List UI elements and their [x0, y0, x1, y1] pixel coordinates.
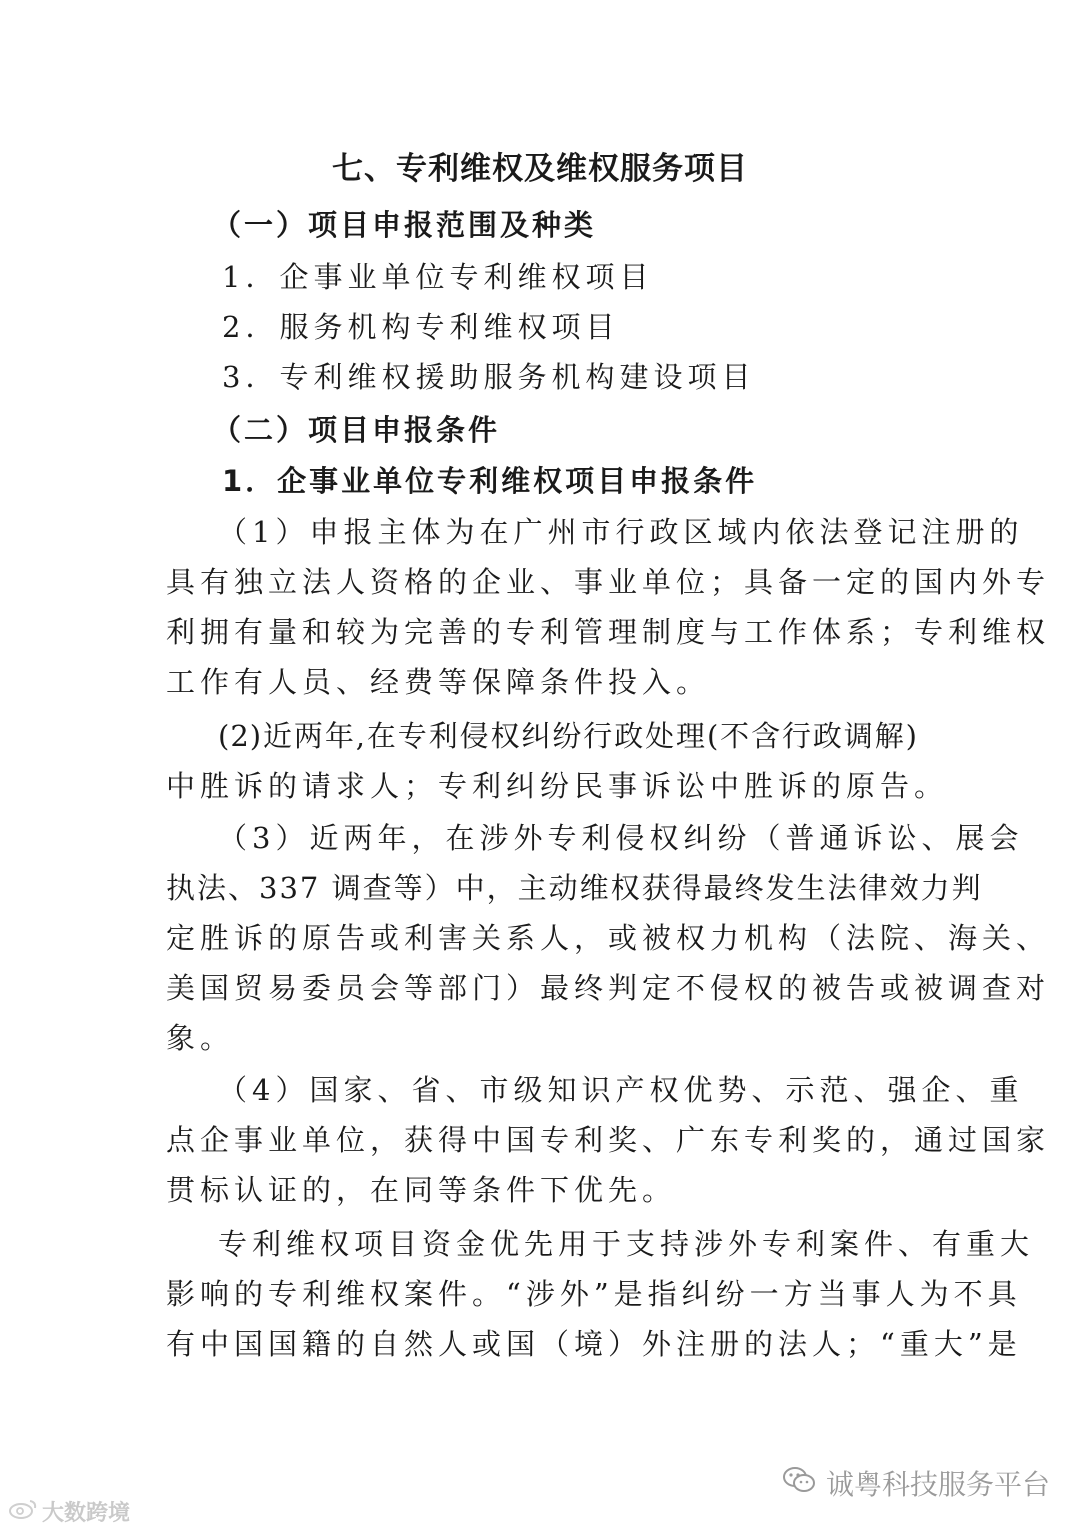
paragraph-line: （3）近两年，在涉外专利侵权纠纷（普通诉讼、展会 [218, 821, 1024, 855]
platform-name: 诚粤科技服务平台 [825, 1468, 1050, 1501]
paragraph-line: （1）申报主体为在广州市行政区域内依法登记注册的 [218, 515, 1024, 549]
subheading-enterprise-conditions: 1．企事业单位专利维权项目申报条件 [222, 464, 758, 498]
paragraph-line: 有中国国籍的自然人或国（境）外注册的法人；“重大”是 [166, 1327, 1022, 1361]
paragraph-line: 执法、337 调查等）中，主动维权获得最终发生法律效力判 [166, 871, 983, 905]
paragraph-line: 具有独立法人资格的企业、事业单位；具备一定的国内外专 [166, 565, 1051, 599]
section-heading-scope: （一）项目申报范围及种类 [212, 208, 597, 242]
list-item: 1．企事业单位专利维权项目 [222, 260, 654, 294]
wechat-icon [782, 1465, 816, 1502]
paragraph-line: 美国贸易委员会等部门）最终判定不侵权的被告或被调查对 [166, 971, 1051, 1005]
paragraph-line: 中胜诉的请求人；专利纠纷民事诉讼中胜诉的原告。 [166, 769, 949, 803]
paragraph-line: 工作有人员、经费等保障条件投入。 [166, 665, 711, 699]
weibo-account-name: 大数跨境 [42, 1501, 131, 1526]
paragraph-line: 点企事业单位，获得中国专利奖、广东专利奖的，通过国家 [166, 1123, 1051, 1157]
paragraph-line: 利拥有量和较为完善的专利管理制度与工作体系；专利维权 [166, 615, 1051, 649]
paragraph-line: (2)近两年,在专利侵权纠纷行政处理(不含行政调解) [218, 719, 918, 753]
list-item: 2．服务机构专利维权项目 [222, 310, 620, 344]
paragraph-line: 专利维权项目资金优先用于支持涉外专利案件、有重大 [218, 1227, 1035, 1261]
platform-watermark [782, 1463, 1050, 1503]
weibo-icon [8, 1498, 38, 1526]
weibo-watermark [8, 1496, 130, 1527]
paragraph-line: 贯标认证的，在同等条件下优先。 [166, 1173, 677, 1207]
page-title: 七、专利维权及维权服务项目 [332, 151, 748, 187]
section-heading-conditions: （二）项目申报条件 [212, 413, 501, 447]
paragraph-line: 象。 [166, 1021, 235, 1055]
paragraph-line: （4）国家、省、市级知识产权优势、示范、强企、重 [218, 1073, 1024, 1107]
list-item: 3．专利维权援助服务机构建设项目 [222, 360, 756, 394]
paragraph-line: 定胜诉的原告或利害关系人，或被权力机构（法院、海关、 [166, 921, 1051, 955]
paragraph-line: 影响的专利维权案件。“涉外”是指纠纷一方当事人为不具 [166, 1277, 1022, 1311]
